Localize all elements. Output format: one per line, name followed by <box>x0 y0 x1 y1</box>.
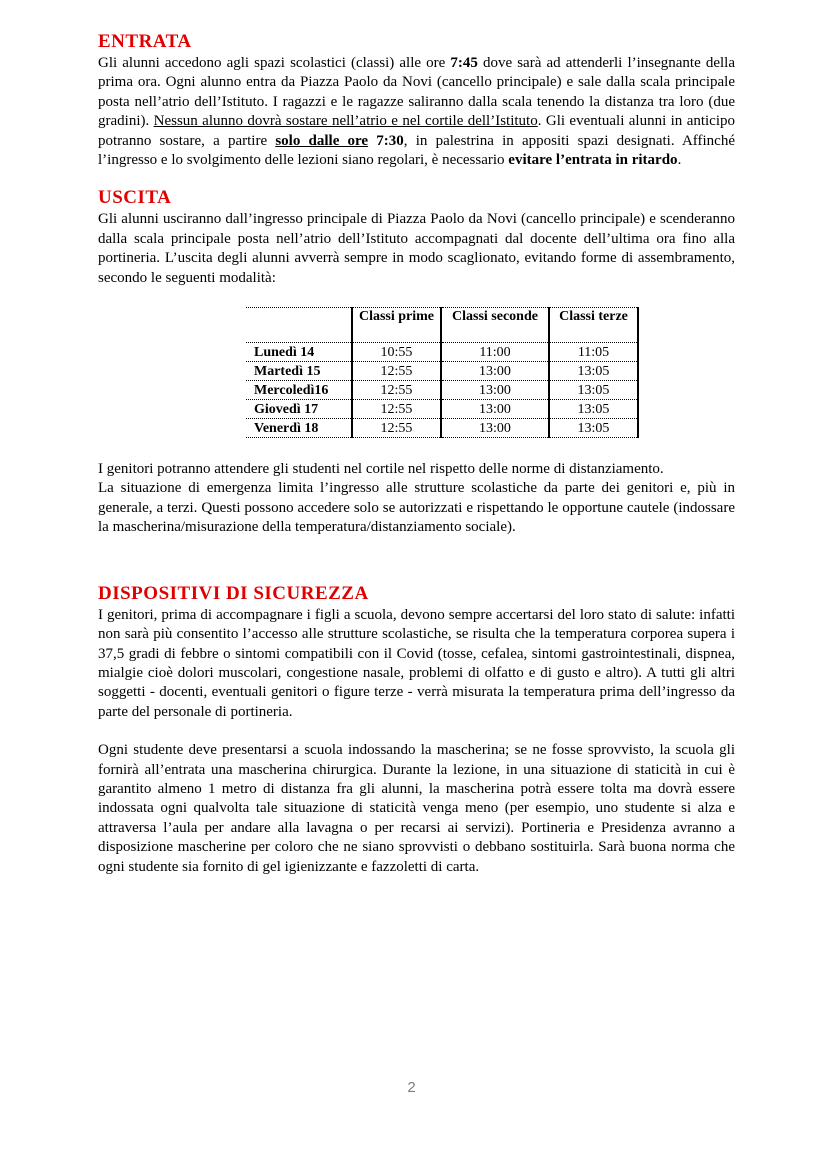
text-run: Gli alunni accedono agli spazi scolastici (classi) alle ore <box>98 55 451 71</box>
uscita-parents-note: I genitori potranno attendere gli studenti nel cortile nel rispetto delle norme di distanziamento. <box>98 461 664 478</box>
table-row <box>246 381 638 400</box>
table-day-cell: Martedì 15 <box>246 362 352 381</box>
table-cell: 11:05 <box>549 343 638 362</box>
table-cell: 13:00 <box>441 419 549 438</box>
table-day-cell: Giovedì 17 <box>246 400 352 419</box>
sicurezza-paragraph-2: Ogni studente deve presentarsi a scuola indossando la mascherina; se ne fosse sprovvisto, la scuola gli fornirà all’entrata una mascherina chirurgica. Durante la lezione, in una situazione di staticità in cui è garantito almeno 1 metro di distanza fra gli alunni, la mascherina potrà essere tolta ma dovrà essere indossata ogni qualvolta tale situazione di staticità venga meno (per esempio, uno studente si alza e attraversa l’aula per andare alla lavagna o per recarsi ai servizi). Portineria e Presidenza avranno a disposizione mascherine per coloro che ne siano sprovvisti o debbano sostituirla. Sarà buona norma che ogni studente sia fornito di gel igienizzante e fazzoletti di carta. <box>98 742 735 875</box>
table-row <box>246 419 638 438</box>
text-run: , in palestrina in appositi spazi designati. Affinché l’ingresso e lo svolgimento delle lezioni siano regolari, è necessario <box>98 132 735 169</box>
bold-run: 7:30 <box>368 132 404 149</box>
table-day-cell: Mercoledì16 <box>246 381 352 400</box>
underlined-run: Nessun alunno dovrà sostare nell’atrio e nel cortile dell’Istituto <box>153 113 538 130</box>
text-run: . <box>677 152 682 169</box>
table-cell: 13:05 <box>549 419 638 438</box>
bold-underlined-run: solo dalle ore <box>275 132 369 149</box>
table-cell: 13:00 <box>441 381 549 400</box>
table-cell: 13:00 <box>441 362 549 381</box>
table-row <box>246 343 638 362</box>
table-header-row <box>246 308 638 343</box>
section-title-sicurezza: DISPOSITIVI DI SICUREZZA <box>98 582 369 604</box>
table-cell: 13:05 <box>549 400 638 419</box>
table-cell: 13:05 <box>549 381 638 400</box>
table-header-cell: Classi prime <box>352 308 441 343</box>
bold-run: evitare l’entrata in ritardo <box>508 152 678 169</box>
exit-schedule-table-wrapper <box>246 307 735 438</box>
exit-schedule-table <box>246 307 639 438</box>
text-run: . Gli eventuali alunni in anticipo potranno sostare, a partire <box>98 113 736 149</box>
table-header-cell: Classi seconde <box>441 308 549 343</box>
section-title-entrata: ENTRATA <box>98 31 192 52</box>
sicurezza-paragraph-1: I genitori, prima di accompagnare i figli a scuola, devono sempre accertarsi del loro stato di salute: infatti non sarà più consentito l’accesso alle strutture scolastiche, se risulta che la temperatura corporea supera i 37,5 gradi di febbre o sintomi compatibili con il Covid (tosse, cefalea, sintomi gastrointestinali, dispnea, mialgie cioè dolori muscolari, congestione nasale, problemi di olfatto e di gusto e altro). A tutti gli altri soggetti - docenti, eventuali genitori o figure terze - verrà misurata la temperatura prima dell’ingresso da parte del personale di portineria. <box>98 606 735 720</box>
table-cell: 12:55 <box>352 419 441 438</box>
table-cell: 11:00 <box>441 343 549 362</box>
table-header-empty <box>246 308 352 343</box>
table-header-cell: Classi terze <box>549 308 638 343</box>
table-cell: 12:55 <box>352 400 441 419</box>
table-cell: 13:00 <box>441 400 549 419</box>
page-content <box>98 30 735 877</box>
table-row <box>246 362 638 381</box>
page-number: 2 <box>407 1079 416 1096</box>
table-day-cell: Venerdì 18 <box>246 419 352 438</box>
section-title-uscita: USCITA <box>98 187 172 209</box>
entrata-paragraph <box>98 54 735 170</box>
table-cell: 10:55 <box>352 343 441 362</box>
uscita-emergency-paragraph: La situazione di emergenza limita l’ingresso alle strutture scolastiche da parte dei genitori e, più in generale, a terzi. Questi possono accedere solo se autorizzati e rispettando le opportune cautele (indossare la mascherina/misurazione della temperatura/distanziamento sociale). <box>98 480 735 536</box>
table-cell: 12:55 <box>352 362 441 381</box>
table-day-cell: Lunedì 14 <box>246 343 352 362</box>
table-cell: 12:55 <box>352 381 441 400</box>
text-run: dove sarà ad attenderli l’insegnante della prima ora. Ogni alunno entra da Piazza Paolo da Novi (cancello principale) e sale dalla scala principale posta nell’atrio dell’Istituto. I ragazzi e le ragazze saliranno dalla scala tenendo la distanza tra loro (due gradini). <box>98 55 735 130</box>
bold-run: 7:45 <box>450 55 478 71</box>
uscita-paragraph: Gli alunni usciranno dall’ingresso principale di Piazza Paolo da Novi (cancello principale) e scenderanno dalla scala principale posta nell’atrio dell’Istituto accompagnati dal docente dell’ultima ora fino alla portineria. L’uscita degli alunni avverrà sempre in modo scaglionato, evitando forme di assembramento, secondo le seguenti modalità: <box>98 211 735 286</box>
table-cell: 13:05 <box>549 362 638 381</box>
table-row <box>246 400 638 419</box>
